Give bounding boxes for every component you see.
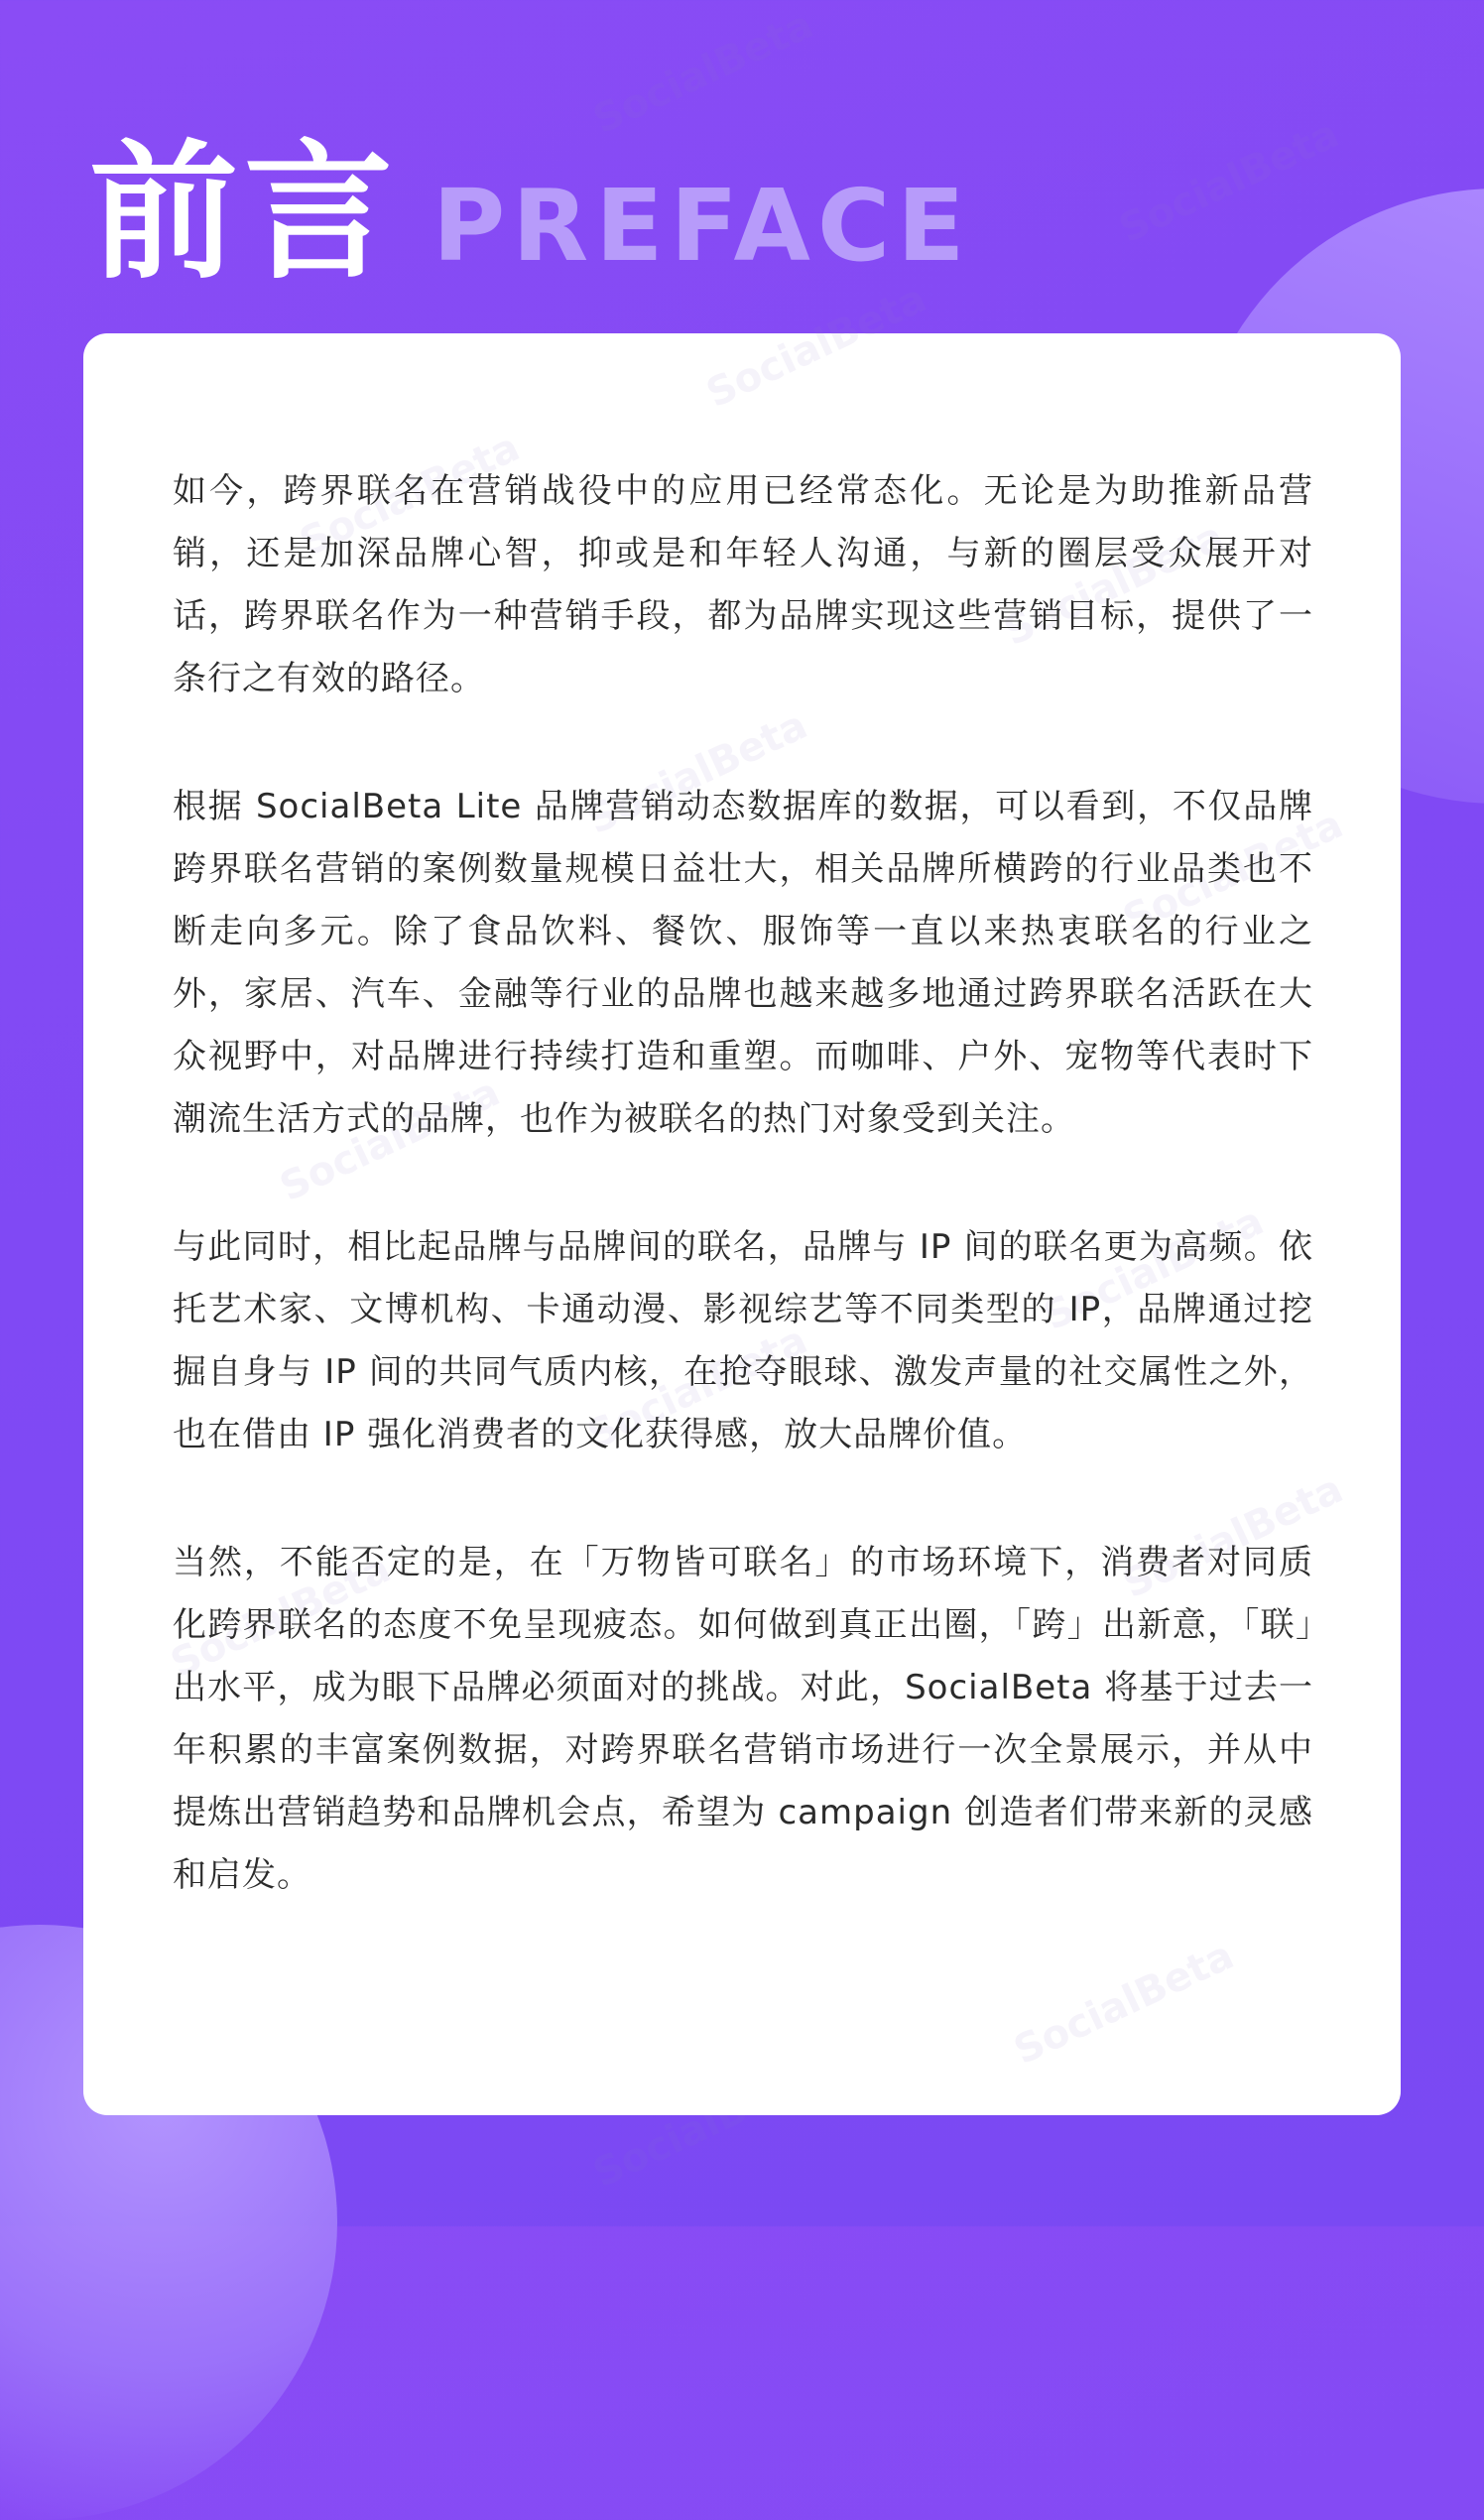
- watermark: SocialBeta: [580, 701, 814, 844]
- watermark: SocialBeta: [293, 424, 527, 567]
- watermark: SocialBeta: [1007, 1932, 1241, 2075]
- preface-text: [173, 460, 1313, 1972]
- page-title-english: PREFACE: [433, 168, 972, 284]
- paragraph-4: 当然，不能否定的是，在「万物皆可联名」的市场环境下，消费者对同质化跨界联名的态度不免呈现疲态。如何做到真正出圈，「跨」出新意，「联」出水平，成为眼下品牌必须面对的挑战。对此，SocialBeta 将基于过去一年积累的丰富案例数据，对跨界联名营销市场进行一次全景展示，并从中提炼出营销趋势和品牌机会点，希望为 campaign 创造者们带来新的灵感和启发。: [173, 1543, 1313, 1895]
- watermark: SocialBeta: [1112, 110, 1346, 253]
- page-header: [89, 119, 972, 300]
- watermark: SocialBeta: [580, 1317, 814, 1459]
- watermark: SocialBeta: [1037, 1197, 1271, 1340]
- watermark: SocialBeta: [586, 1, 820, 144]
- watermark: SocialBeta: [699, 275, 933, 418]
- watermark: SocialBeta: [1116, 1465, 1350, 1608]
- watermark: SocialBeta: [273, 1069, 507, 1211]
- watermark: SocialBeta: [1116, 801, 1350, 944]
- paragraph-3: 与此同时，相比起品牌与品牌间的联名，品牌与 IP 间的联名更为高频。依托艺术家、文博机构、卡通动漫、影视综艺等不同类型的 IP，品牌通过挖掘自身与 IP 间的共同气质内核，在抢夺眼球、激发声量的社交属性之外，也在借由 IP 强化消费者的文化获得感，放大品牌价值。: [173, 1227, 1313, 1454]
- watermark: SocialBeta: [164, 1545, 398, 1688]
- paragraph-2: 根据 SocialBeta Lite 品牌营销动态数据库的数据，可以看到，不仅品牌跨界联名营销的案例数量规模日益壮大，相关品牌所横跨的行业品类也不断走向多元。除了食品饮料、餐饮、服饰等一直以来热衷联名的行业之外，家居、汽车、金融等行业的品牌也越来越多地通过跨界联名活跃在大众视野中，对品牌进行持续打造和重塑。而咖啡、户外、宠物等代表时下潮流生活方式的品牌，也作为被联名的热门对象受到关注。: [173, 787, 1313, 1139]
- paragraph-1: 如今，跨界联名在营销战役中的应用已经常态化。无论是为助推新品营销，还是加深品牌心智，抑或是和年轻人沟通，与新的圈层受众展开对话，跨界联名作为一种营销手段，都为品牌实现这些营销目标，提供了一条行之有效的路径。: [173, 471, 1313, 698]
- watermark: SocialBeta: [997, 513, 1231, 656]
- watermark: SocialBeta: [586, 2055, 820, 2198]
- content-card: [83, 275, 1401, 2115]
- page-title: 前言: [89, 127, 400, 300]
